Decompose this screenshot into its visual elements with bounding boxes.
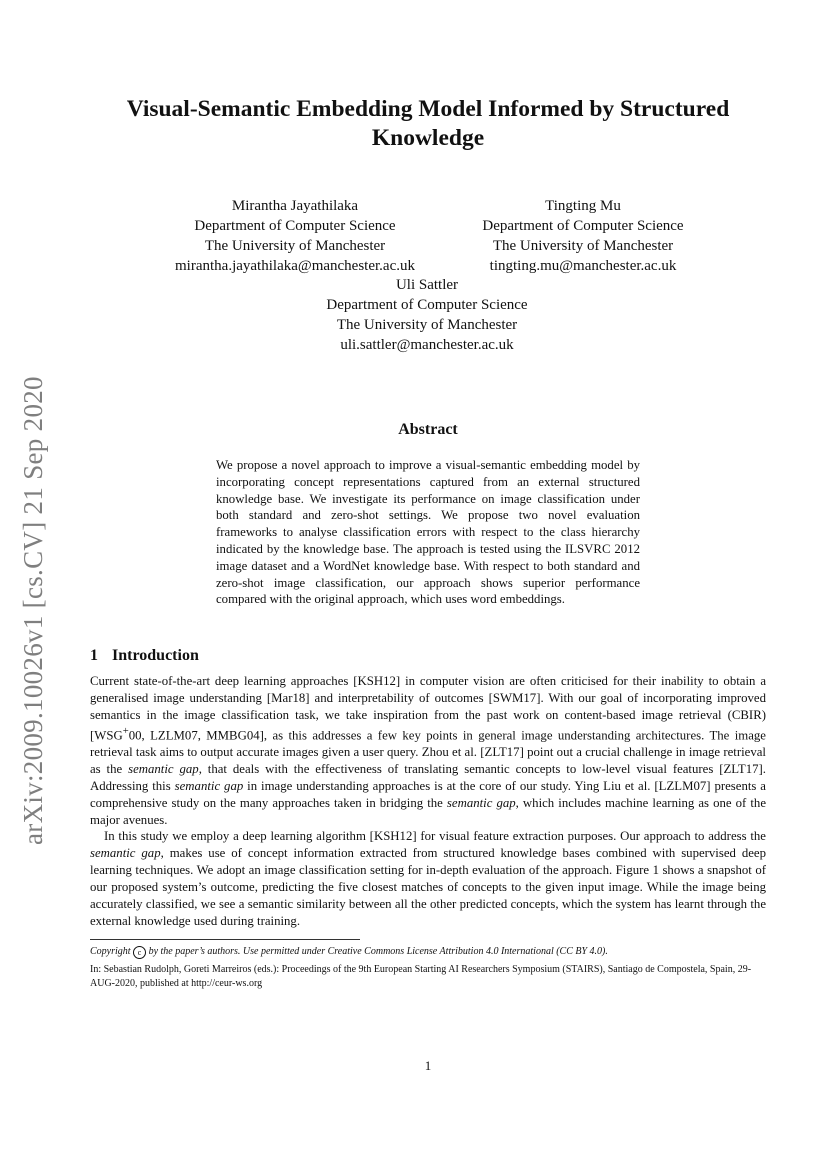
- abstract-heading: Abstract: [398, 421, 458, 438]
- arxiv-identifier: arXiv:2009.10026v1 [cs.CV] 21 Sep 2020: [18, 376, 48, 845]
- author-institution: The University of Manchester: [492, 238, 674, 254]
- paragraph: Current state-of-the-art deep learning approaches [KSH12] in computer vision are often criticised for their inability to obtain a generalised image understanding [Mar18] and interpretability of outcomes [SWM17]. With our goal of incorporating improved semantics in the image classification task, we take inspiration from the past work on content-based image retrieval (CBIR) [WSG+00, LZLM07, MMBG04], as this addresses a few key points in general image understanding architectures. The image retrieval task aims to output accurate images given a user query. Zhou et al. [ZLT17] point out a crucial challenge in image retrieval as the semantic gap, that deals with the effectiveness of translating semantic concepts to low-level visual features [ZLT17]. Addressing this semantic gap in image understanding approaches is at the core of our study. Ying Liu et al. [LZLM07] presents a comprehensive study on the many approaches taken in bridging the semantic gap, which includes machine learning as one of the major avenues.: [90, 674, 767, 827]
- paragraph: In this study we employ a deep learning algorithm [KSH12] for visual feature extraction purposes. Our approach to address the semantic gap, makes use of concept information extracted from structured knowledge bases combined with supervised deep learning techniques. We adopt an image classification setting for in-depth evaluation of the approach. Figure 1 shows a snapshot of our proposed system’s outcome, predicting the five closest matches of concepts to the given input image. While the image being accurately classified, we see a semantic similarity between all the other predicted concepts, which the system has learnt through the external knowledge used during training.: [90, 829, 766, 928]
- author-institution: The University of Manchester: [336, 317, 518, 333]
- author-email: mirantha.jayathilaka@manchester.ac.uk: [175, 258, 415, 274]
- proceedings-footnote: In: Sebastian Rudolph, Goreti Marreiros (eds.): Proceedings of the 9th European Starting AI Researchers Symposium (STAIRS), Santiago de Compostela, Spain, 29-AUG-2020, published at http://ceur-ws.org: [90, 964, 752, 989]
- author-email: uli.sattler@manchester.ac.uk: [340, 337, 514, 353]
- author-block-1: [140, 196, 450, 276]
- author-department: Department of Computer Science: [482, 218, 684, 234]
- author-email: tingting.mu@manchester.ac.uk: [489, 258, 677, 274]
- footnote-divider: [90, 939, 360, 940]
- introduction-body: [90, 673, 766, 930]
- author-institution: The University of Manchester: [204, 238, 386, 254]
- section-number: 1: [90, 647, 98, 664]
- author-department: Department of Computer Science: [194, 218, 396, 234]
- section-heading: [90, 647, 199, 665]
- paper-title: Visual-Semantic Embedding Model Informed by Structured Knowledge: [126, 96, 730, 151]
- copyright-icon: c: [133, 946, 146, 959]
- section-title: Introduction: [112, 647, 199, 664]
- author-name: Uli Sattler: [395, 277, 459, 293]
- author-block-3: [272, 275, 582, 355]
- author-department: Department of Computer Science: [326, 297, 528, 313]
- author-name: Tingting Mu: [545, 198, 621, 214]
- copyright-footnote: Copyright c by the paper’s authors. Use permitted under Creative Commons License Attribution 4.0 International (CC BY 4.0).: [90, 946, 608, 957]
- author-block-2: [428, 196, 738, 276]
- page-number: 1: [424, 1058, 432, 1073]
- author-name: Mirantha Jayathilaka: [231, 198, 359, 214]
- abstract-text: We propose a novel approach to improve a visual-semantic embedding model by incorporating concept representations captured from an external structured knowledge base. We investigate its performance on image classification under both standard and zero-shot settings. We propose two novel evaluation frameworks to analyse classification errors with respect to the class hierarchy indicated by the knowledge base. The approach is tested using the ILSVRC 2012 image dataset and a WordNet knowledge base. With respect to both standard and zero-shot image classification, our approach shows superior performance compared with the original approach, which uses word embeddings.: [216, 458, 640, 607]
